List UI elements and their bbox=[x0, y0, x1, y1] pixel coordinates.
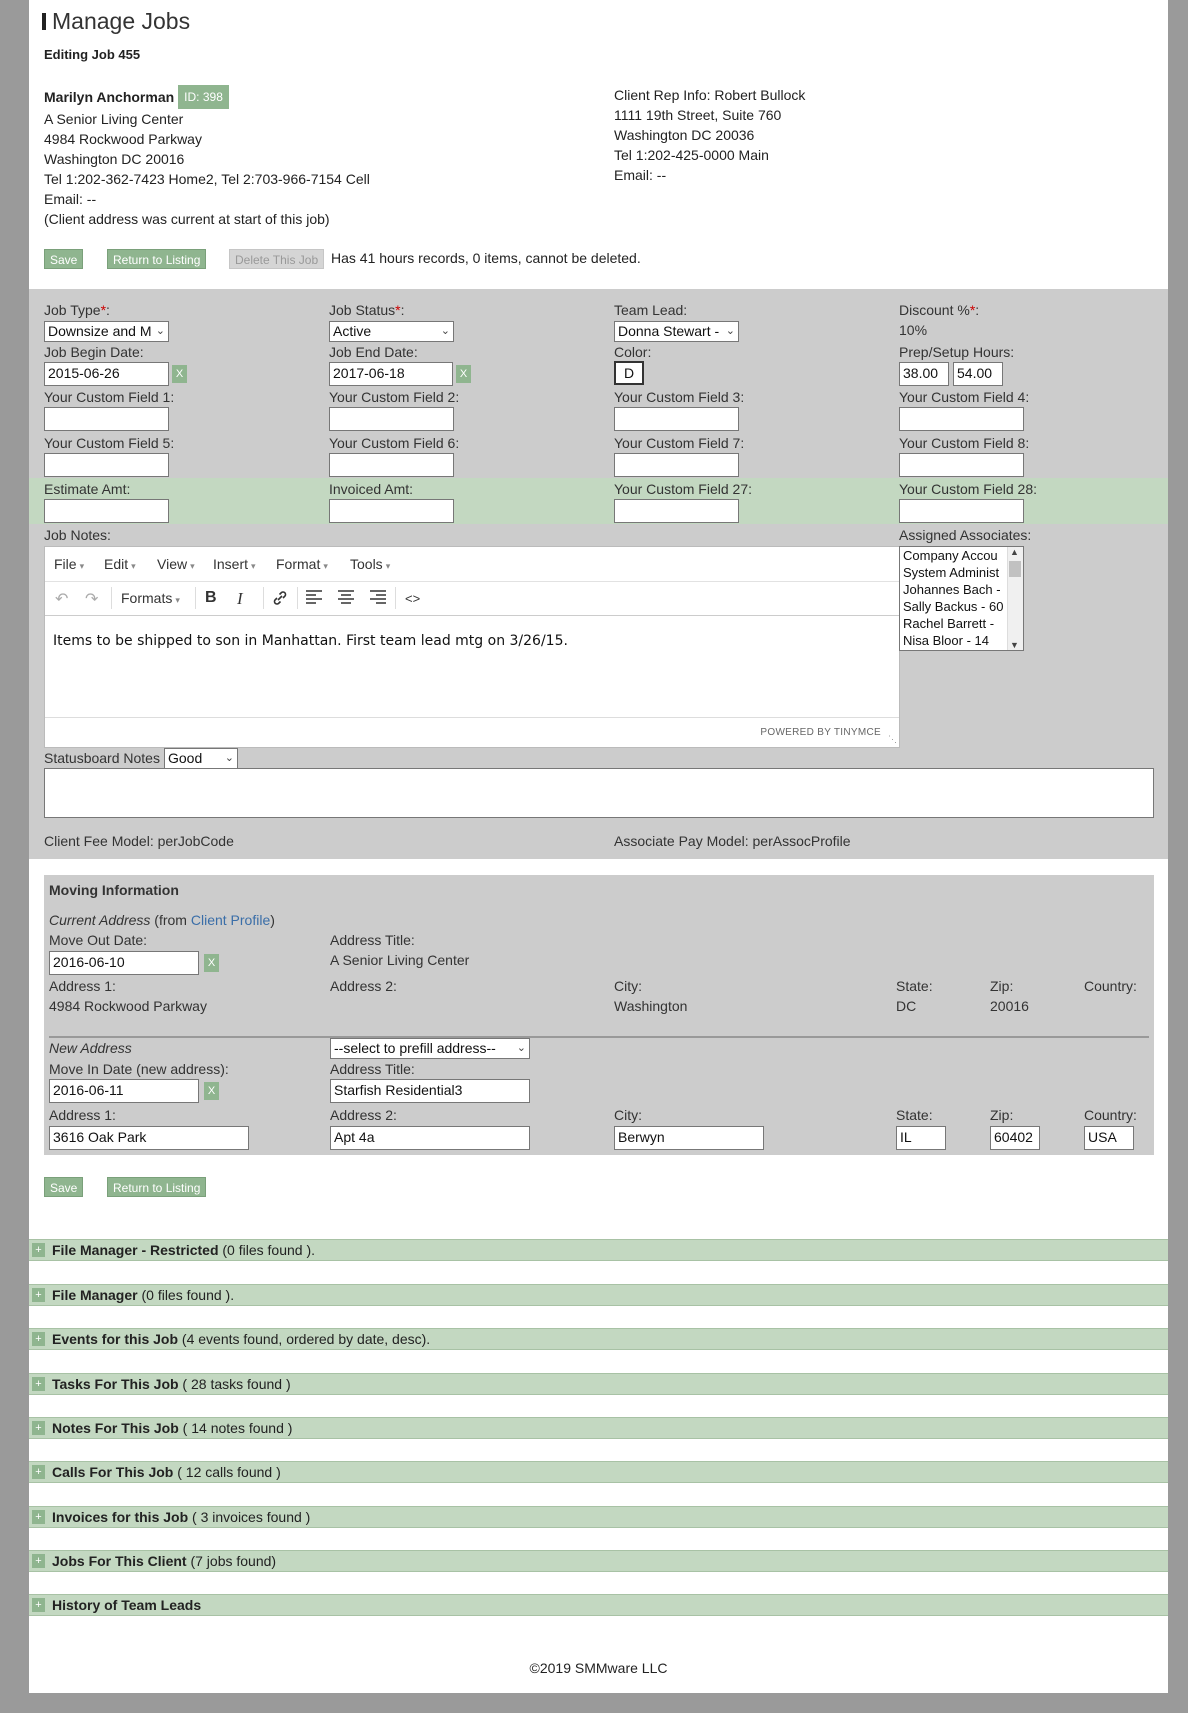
delete-note: Has 41 hours records, 0 items, cannot be deleted. bbox=[331, 250, 641, 266]
new-country-field[interactable]: USA bbox=[1084, 1126, 1134, 1150]
section-label: Tasks For This Job ( 28 tasks found ) bbox=[52, 1376, 291, 1392]
align-left-icon[interactable] bbox=[305, 589, 323, 610]
associate-option[interactable]: Rachel Barrett - bbox=[903, 616, 995, 631]
clear-begin-date-button[interactable]: X bbox=[172, 365, 187, 383]
editing-subtitle: Editing Job 455 bbox=[44, 47, 141, 62]
discount-label: Discount %*: bbox=[899, 302, 980, 318]
associate-option[interactable]: Sally Backus - 60 bbox=[903, 599, 1003, 614]
delete-job-button: Delete This Job bbox=[229, 249, 324, 269]
title-bar-decoration bbox=[42, 13, 46, 30]
caret-down-icon: ▾ bbox=[79, 561, 85, 571]
caret-down-icon: ▾ bbox=[385, 561, 391, 571]
new-address-heading: New Address bbox=[49, 1040, 132, 1056]
undo-icon[interactable]: ↶ bbox=[55, 591, 69, 608]
custom-field-3-input[interactable] bbox=[614, 407, 739, 431]
save-button[interactable]: Save bbox=[44, 249, 83, 269]
custom-field-28-input[interactable] bbox=[899, 499, 1024, 523]
menu-tools[interactable]: Tools ▾ bbox=[350, 556, 391, 572]
custom-field-5-label: Your Custom Field 5: bbox=[44, 435, 175, 451]
custom-field-3-label: Your Custom Field 3: bbox=[614, 389, 745, 405]
client-rep-line: 1111 19th Street, Suite 760 bbox=[614, 107, 782, 123]
new-state-label: State: bbox=[896, 1107, 933, 1123]
expand-icon[interactable]: + bbox=[32, 1243, 45, 1257]
assigned-associates-list[interactable] bbox=[899, 546, 1024, 651]
new-city-label: City: bbox=[614, 1107, 642, 1123]
new-zip-label: Zip: bbox=[990, 1107, 1014, 1123]
section-label: File Manager (0 files found ). bbox=[52, 1287, 235, 1303]
return-to-listing-button[interactable]: Return to Listing bbox=[107, 249, 206, 269]
editor-toolbar bbox=[45, 581, 899, 616]
expand-icon[interactable]: + bbox=[32, 1510, 45, 1524]
client-line: Tel 1:202-362-7423 Home2, Tel 2:703-966-7154 Cell bbox=[44, 171, 370, 187]
new-address2-field[interactable]: Apt 4a bbox=[330, 1126, 530, 1150]
link-icon[interactable] bbox=[271, 589, 289, 612]
chevron-down-icon: ⌄ bbox=[440, 325, 450, 337]
toolbar-divider bbox=[395, 587, 396, 609]
custom-field-1-input[interactable] bbox=[44, 407, 169, 431]
toolbar-divider bbox=[263, 587, 264, 609]
new-country-label: Country: bbox=[1084, 1107, 1137, 1123]
return-to-listing-button-bottom[interactable]: Return to Listing bbox=[107, 1177, 206, 1197]
new-address1-field[interactable]: 3616 Oak Park bbox=[49, 1126, 249, 1150]
section-notes[interactable] bbox=[29, 1417, 1168, 1439]
custom-field-4-label: Your Custom Field 4: bbox=[899, 389, 1030, 405]
chevron-down-icon: ⌄ bbox=[725, 325, 735, 337]
align-right-icon[interactable] bbox=[369, 589, 387, 610]
section-team-lead-history[interactable] bbox=[29, 1594, 1168, 1616]
color-label: Color: bbox=[614, 344, 652, 360]
caret-down-icon: ▾ bbox=[251, 561, 256, 571]
move-out-date-field[interactable]: 2016-06-10 bbox=[49, 951, 199, 975]
job-notes-editor[interactable] bbox=[44, 546, 900, 748]
team-lead-select[interactable]: Donna Stewart - ⌄ bbox=[614, 321, 739, 342]
menu-edit[interactable]: Edit ▾ bbox=[104, 556, 136, 572]
formats-dropdown[interactable]: Formats ▾ bbox=[121, 590, 180, 606]
menu-insert[interactable]: Insert ▾ bbox=[213, 556, 256, 572]
current-state: DC bbox=[896, 998, 917, 1014]
expand-icon[interactable]: + bbox=[32, 1332, 45, 1346]
page bbox=[29, 0, 1168, 1693]
section-label: File Manager - Restricted (0 files found ). bbox=[52, 1242, 315, 1258]
statusboard-notes-textarea[interactable] bbox=[44, 768, 1154, 818]
scroll-down-icon[interactable]: ▼ bbox=[1010, 640, 1019, 650]
job-type-select[interactable]: Downsize and M ⌄ bbox=[44, 321, 169, 342]
prep-hours-field-1[interactable]: 38.00 bbox=[899, 362, 949, 386]
associate-option[interactable]: System Administ bbox=[903, 565, 1000, 580]
source-code-icon[interactable]: <> bbox=[405, 591, 421, 606]
current-city-label: City: bbox=[614, 978, 642, 994]
resize-handle-icon[interactable]: ⋱ bbox=[888, 734, 897, 744]
current-address-title-label: Address Title: bbox=[330, 932, 415, 948]
current-address1-label: Address 1: bbox=[49, 978, 116, 994]
associate-option[interactable]: Johannes Bach - bbox=[903, 582, 1001, 597]
client-line: (Client address was current at start of this job) bbox=[44, 211, 330, 227]
expand-icon[interactable]: + bbox=[32, 1288, 45, 1302]
current-zip-label: Zip: bbox=[990, 978, 1014, 994]
new-address1-label: Address 1: bbox=[49, 1107, 116, 1123]
caret-down-icon: ▾ bbox=[131, 561, 136, 571]
job-status-select[interactable]: Active ⌄ bbox=[329, 321, 454, 342]
client-line: 4984 Rockwood Parkway bbox=[44, 131, 202, 147]
menu-file[interactable]: File ▾ bbox=[54, 556, 85, 572]
client-rep-line: Washington DC 20036 bbox=[614, 127, 755, 143]
new-city-field[interactable]: Berwyn bbox=[614, 1126, 764, 1150]
job-notes-label: Job Notes: bbox=[44, 527, 111, 543]
job-status-label: Job Status*: bbox=[329, 302, 405, 318]
moving-info-title: Moving Information bbox=[49, 882, 179, 898]
client-id-badge: ID: 398 bbox=[178, 85, 229, 109]
custom-field-7-label: Your Custom Field 7: bbox=[614, 435, 745, 451]
client-rep-line: Email: -- bbox=[614, 167, 667, 183]
clear-move-out-date-button[interactable]: X bbox=[204, 954, 219, 972]
custom-field-28-label: Your Custom Field 28: bbox=[899, 481, 1037, 497]
end-date-label: Job End Date: bbox=[329, 344, 418, 360]
begin-date-label: Job Begin Date: bbox=[44, 344, 144, 360]
section-file-manager-restricted[interactable] bbox=[29, 1239, 1168, 1261]
menu-format[interactable]: Format ▾ bbox=[276, 556, 328, 572]
caret-down-icon: ▾ bbox=[190, 561, 195, 571]
client-line: Email: -- bbox=[44, 191, 97, 207]
client-rep-info bbox=[614, 85, 805, 185]
scroll-up-icon[interactable]: ▲ bbox=[1010, 547, 1019, 557]
chevron-down-icon: ⌄ bbox=[155, 325, 165, 337]
client-rep-line: Client Rep Info: Robert Bullock bbox=[614, 87, 806, 103]
current-address-heading: Current Address (from Client Profile) bbox=[49, 912, 275, 928]
estimate-amt-input[interactable] bbox=[44, 499, 169, 523]
move-in-date-label: Move In Date (new address): bbox=[49, 1061, 229, 1077]
menu-view[interactable]: View ▾ bbox=[157, 556, 195, 572]
section-client-jobs[interactable] bbox=[29, 1550, 1168, 1572]
statusboard-notes-label: Statusboard Notes bbox=[44, 750, 160, 766]
invoiced-amt-label: Invoiced Amt: bbox=[329, 481, 414, 497]
custom-field-8-input[interactable] bbox=[899, 453, 1024, 477]
new-state-field[interactable]: IL bbox=[896, 1126, 946, 1150]
scrollbar-thumb[interactable] bbox=[1009, 561, 1021, 577]
statusboard-status-select[interactable]: Good ⌄ bbox=[164, 748, 238, 769]
section-tasks[interactable] bbox=[29, 1373, 1168, 1395]
move-out-date-label: Move Out Date: bbox=[49, 932, 148, 948]
custom-field-2-input[interactable] bbox=[329, 407, 454, 431]
begin-date-field[interactable]: 2015-06-26 bbox=[44, 362, 169, 386]
current-address2-label: Address 2: bbox=[330, 978, 397, 994]
prep-hours-label: Prep/Setup Hours: bbox=[899, 344, 1015, 360]
section-calls[interactable] bbox=[29, 1461, 1168, 1483]
custom-field-6-input[interactable] bbox=[329, 453, 454, 477]
expand-icon[interactable]: + bbox=[32, 1377, 45, 1391]
footer-copyright: ©2019 SMMware LLC bbox=[529, 1660, 668, 1676]
bold-icon[interactable]: B bbox=[205, 589, 217, 606]
associate-option[interactable]: Nisa Bloor - 14 bbox=[903, 633, 989, 648]
toolbar-divider bbox=[111, 587, 112, 609]
client-line: A Senior Living Center bbox=[44, 111, 184, 127]
section-label: History of Team Leads bbox=[52, 1597, 202, 1613]
listbox-scrollbar[interactable] bbox=[1007, 547, 1023, 650]
section-events[interactable] bbox=[29, 1328, 1168, 1350]
prep-hours-field-2[interactable]: 54.00 bbox=[953, 362, 1003, 386]
client-profile-link[interactable]: Client Profile bbox=[190, 912, 271, 928]
clear-end-date-button[interactable]: X bbox=[456, 365, 471, 383]
new-address2-label: Address 2: bbox=[330, 1107, 397, 1123]
section-label: Notes For This Job ( 14 notes found ) bbox=[52, 1420, 293, 1436]
current-city: Washington bbox=[614, 998, 688, 1014]
section-label: Calls For This Job ( 12 calls found ) bbox=[52, 1464, 281, 1480]
italic-icon[interactable]: I bbox=[237, 589, 243, 608]
redo-icon[interactable]: ↷ bbox=[85, 591, 99, 608]
section-label: Invoices for this Job ( 3 invoices found ) bbox=[52, 1509, 311, 1525]
section-label: Events for this Job (4 events found, ordered by date, desc). bbox=[52, 1331, 431, 1347]
client-info bbox=[44, 85, 370, 229]
expand-icon[interactable]: + bbox=[32, 1598, 45, 1612]
new-address-title-field[interactable]: Starfish Residential3 bbox=[330, 1079, 530, 1103]
move-in-date-field[interactable]: 2016-06-11 bbox=[49, 1079, 199, 1103]
job-notes-content[interactable]: Items to be shipped to son in Manhattan. First team lead mtg on 3/26/15. bbox=[53, 633, 568, 649]
color-picker[interactable]: D bbox=[614, 361, 644, 385]
expand-icon[interactable]: + bbox=[32, 1421, 45, 1435]
current-state-label: State: bbox=[896, 978, 933, 994]
assigned-associates-label: Assigned Associates: bbox=[899, 527, 1032, 543]
toolbar-divider bbox=[195, 587, 196, 609]
custom-field-1-label: Your Custom Field 1: bbox=[44, 389, 175, 405]
custom-field-8-label: Your Custom Field 8: bbox=[899, 435, 1030, 451]
associate-pay-model: Associate Pay Model: perAssocProfile bbox=[614, 833, 851, 849]
custom-field-27-label: Your Custom Field 27: bbox=[614, 481, 752, 497]
editor-statusbar bbox=[45, 717, 899, 747]
discount-value: 10% bbox=[899, 322, 928, 338]
chevron-down-icon: ⌄ bbox=[224, 752, 234, 764]
estimate-amt-label: Estimate Amt: bbox=[44, 481, 131, 497]
client-rep-line: Tel 1:202-425-0000 Main bbox=[614, 147, 769, 163]
custom-field-7-input[interactable] bbox=[614, 453, 739, 477]
custom-field-6-label: Your Custom Field 6: bbox=[329, 435, 460, 451]
custom-field-5-input[interactable] bbox=[44, 453, 169, 477]
address-divider bbox=[49, 1036, 1149, 1038]
new-zip-field[interactable]: 60402 bbox=[990, 1126, 1040, 1150]
current-zip: 20016 bbox=[990, 998, 1029, 1014]
client-line: Washington DC 20016 bbox=[44, 151, 185, 167]
prefill-address-select[interactable]: --select to prefill address-- ⌄ bbox=[330, 1038, 530, 1059]
custom-field-27-input[interactable] bbox=[614, 499, 739, 523]
associate-option[interactable]: Company Accou bbox=[903, 548, 998, 563]
section-invoices[interactable] bbox=[29, 1506, 1168, 1528]
page-title bbox=[42, 8, 190, 35]
job-type-label: Job Type*: bbox=[44, 302, 110, 318]
current-country-label: Country: bbox=[1084, 978, 1137, 994]
new-address-title-label: Address Title: bbox=[330, 1061, 415, 1077]
editor-menubar bbox=[45, 547, 899, 582]
caret-down-icon: ▾ bbox=[323, 561, 328, 571]
expand-icon[interactable]: + bbox=[32, 1554, 45, 1568]
save-button-bottom[interactable]: Save bbox=[44, 1177, 83, 1197]
invoiced-amt-input[interactable] bbox=[329, 499, 454, 523]
custom-field-4-input[interactable] bbox=[899, 407, 1024, 431]
chevron-down-icon: ⌄ bbox=[516, 1042, 526, 1054]
toolbar-divider bbox=[297, 587, 298, 609]
custom-field-2-label: Your Custom Field 2: bbox=[329, 389, 460, 405]
client-fee-model: Client Fee Model: perJobCode bbox=[44, 833, 234, 849]
team-lead-label: Team Lead: bbox=[614, 302, 688, 318]
clear-move-in-date-button[interactable]: X bbox=[204, 1082, 219, 1100]
section-label: Jobs For This Client (7 jobs found) bbox=[52, 1553, 277, 1569]
align-center-icon[interactable] bbox=[337, 589, 355, 610]
end-date-field[interactable]: 2017-06-18 bbox=[329, 362, 453, 386]
client-name: Marilyn Anchorman bbox=[44, 89, 175, 105]
powered-by-label: POWERED BY TINYMCE bbox=[760, 727, 881, 738]
current-address-title: A Senior Living Center bbox=[330, 952, 470, 968]
expand-icon[interactable]: + bbox=[32, 1465, 45, 1479]
section-file-manager[interactable] bbox=[29, 1284, 1168, 1306]
page-title-text: Manage Jobs bbox=[52, 8, 191, 34]
current-address1: 4984 Rockwood Parkway bbox=[49, 998, 207, 1014]
caret-down-icon: ▾ bbox=[175, 595, 180, 605]
